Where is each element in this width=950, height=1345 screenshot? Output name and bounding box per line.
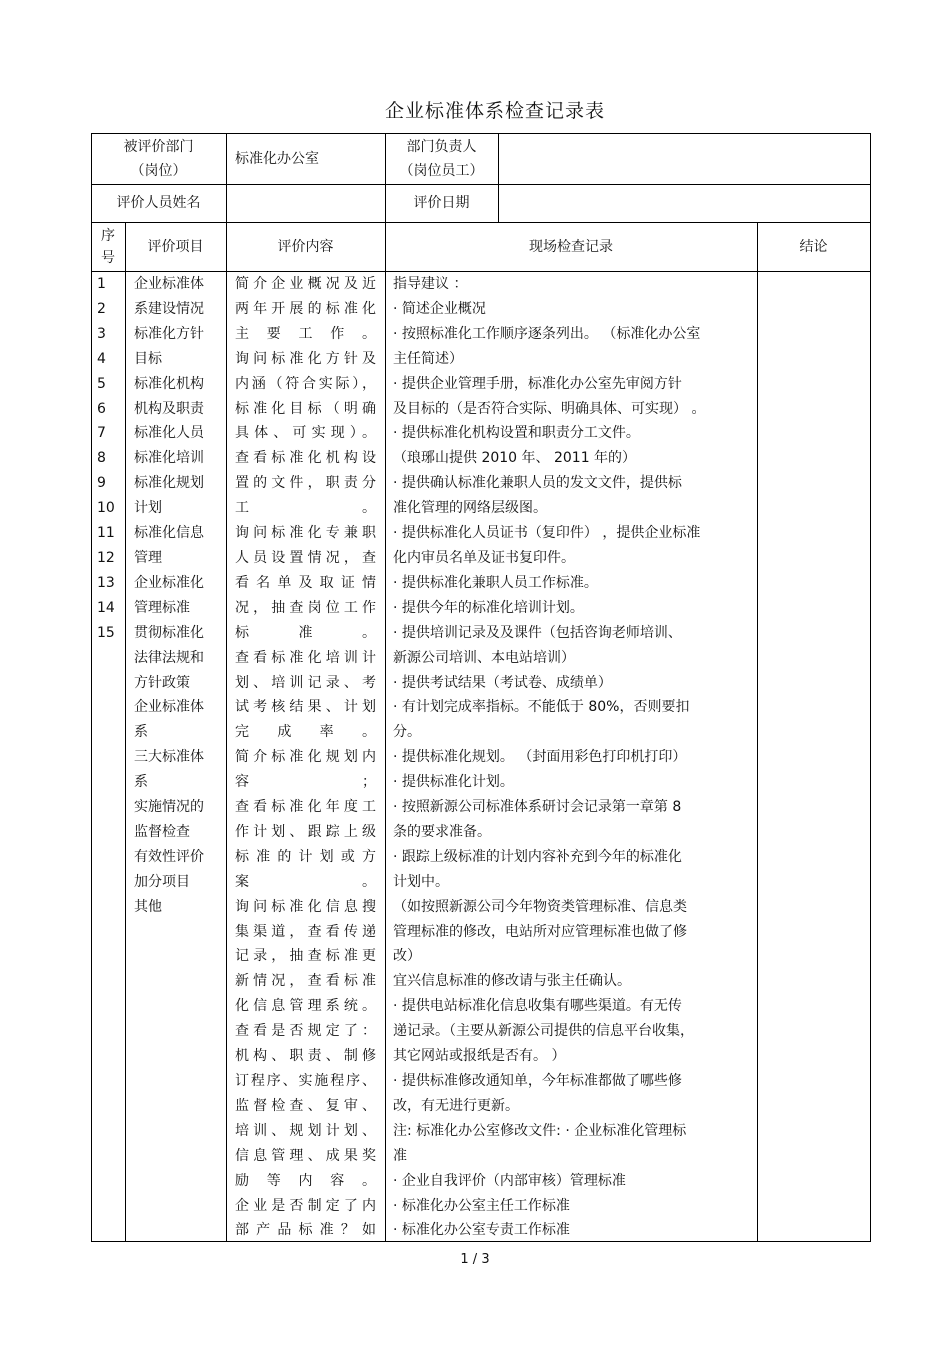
- content-line: 询问标准化方针及: [235, 350, 376, 367]
- row-number: 13: [97, 574, 115, 591]
- item-line: 加分项目: [134, 873, 190, 890]
- divider: [757, 222, 758, 1242]
- row-number: 15: [97, 624, 115, 641]
- content-line: 查看是否规定了：: [235, 1023, 376, 1040]
- record-line: 计划中。: [393, 873, 449, 890]
- content-line: 看名单及取证情: [235, 574, 376, 591]
- record-line: · 标准化办公室专责工作标准: [393, 1222, 570, 1239]
- item-line: 目标: [134, 350, 162, 367]
- content-line: 培训、规划计划、: [235, 1122, 376, 1139]
- record-line: 准化管理的网络层级图。: [393, 500, 547, 517]
- content-line: 查看标准化机构设: [235, 450, 376, 467]
- record-line: 准: [393, 1147, 407, 1164]
- record-line: · 提供标准化机构设置和职责分工文件。: [393, 425, 640, 442]
- record-line: 指导建议 ：: [393, 276, 468, 292]
- content-line: 化信息管理系统。: [235, 998, 376, 1015]
- record-line: 宜兴信息标准的修改请与张主任确认。: [393, 973, 631, 990]
- content-line: 集渠道，查看传递: [235, 923, 376, 940]
- date-label: 评价日期: [413, 195, 470, 211]
- row-number: 2: [97, 300, 106, 317]
- content-line: 两年开展的标准化: [235, 300, 376, 317]
- content-line: 简介企业概况及近: [235, 276, 376, 292]
- row-number: 11: [97, 525, 115, 542]
- content-line: 人员设置情况，查: [235, 549, 376, 566]
- page-number: 1 / 3: [460, 1252, 490, 1267]
- head-label: 部门负责人 （岗位员工）: [399, 138, 484, 179]
- record-line: （琅琊山提供 2010 年、 2011 年的）: [393, 450, 637, 467]
- item-line: 企业标准体: [134, 276, 204, 292]
- content-line: 标准。: [235, 624, 376, 641]
- row-number: 10: [97, 500, 115, 517]
- record-line: · 提供培训记录及及课件（包括咨询老师培训、: [393, 624, 682, 641]
- content-line: 查看标准化年度工: [235, 799, 376, 816]
- record-line: （如按照新源公司今年物资类管理标准、信息类: [393, 898, 687, 915]
- content-line: 试考核结果、计划: [235, 699, 376, 716]
- content-line: 企业是否制定了内: [235, 1197, 376, 1214]
- col-header-item: 评价项目: [147, 238, 204, 255]
- item-line: 标准化信息: [134, 525, 204, 542]
- content-line: 容；: [235, 774, 376, 791]
- record-line: 改，有无进行更新。: [393, 1097, 519, 1114]
- col-header-conclusion: 结论: [799, 238, 828, 255]
- record-line: 新源公司培训、本电站培训）: [393, 649, 575, 666]
- content-line: 部产品标准？如: [235, 1222, 376, 1239]
- col-header-no: 序 号: [101, 227, 115, 266]
- record-line: · 按照新源公司标准体系研讨会记录第一章第 8: [393, 799, 682, 816]
- content-line: 主要工作。: [235, 325, 376, 342]
- content-line: 作计划、跟踪上级: [235, 823, 376, 840]
- item-line: 三大标准体: [134, 749, 204, 766]
- row-numbers: [97, 272, 123, 646]
- content-line: 具体、可实现）。: [235, 425, 376, 442]
- item-line: 法律法规和: [134, 649, 204, 666]
- item-line: 其他: [134, 898, 162, 915]
- record-line: 递记录。（主要从新源公司提供的信息平台收集，: [393, 1023, 694, 1040]
- content-line: 订程序、实施程序、: [235, 1073, 376, 1089]
- content-line: 况，抽查岗位工作: [235, 599, 376, 616]
- item-line: 系: [134, 774, 148, 791]
- item-line: 标准化人员: [134, 425, 204, 442]
- dept-label: 被评价部门 （岗位）: [123, 138, 194, 179]
- record-line: · 跟踪上级标准的计划内容补充到今年的标准化: [393, 848, 682, 865]
- row-number: 8: [97, 450, 106, 467]
- evaluation-items: [134, 272, 224, 920]
- record-line: · 简述企业概况: [393, 300, 486, 317]
- record-line: · 提供考试结果（考试卷、成绩单）: [393, 674, 612, 691]
- item-line: 计划: [134, 500, 162, 517]
- record-line: 主任简述）: [393, 350, 463, 367]
- evaluation-content: [235, 272, 376, 1243]
- record-line: · 有计划完成率指标。不能低于 80%，否则要扣: [393, 699, 690, 716]
- item-line: 系: [134, 724, 148, 741]
- record-line: · 提供标准化兼职人员工作标准。: [393, 574, 598, 591]
- record-line: · 提供标准修改通知单，今年标准都做了哪些修: [393, 1073, 682, 1089]
- item-line: 贯彻标准化: [134, 624, 204, 641]
- record-line: 注: 标准化办公室修改文件: · 企业标准化管理标: [393, 1122, 687, 1139]
- evaluator-value: [226, 184, 385, 222]
- row-number: 1: [97, 276, 106, 292]
- record-line: · 提供确认标准化兼职人员的发文文件，提供标: [393, 475, 682, 492]
- item-line: 监督检查: [134, 823, 190, 840]
- head-value: [498, 133, 870, 184]
- row-number: 14: [97, 599, 115, 616]
- record-line: 分。: [393, 724, 421, 741]
- item-line: 标准化培训: [134, 450, 204, 467]
- dept-value: 标准化办公室: [235, 150, 319, 167]
- content-line: 划、培训记录、考: [235, 674, 376, 691]
- content-line: 询问标准化信息搜: [235, 898, 376, 915]
- item-line: 机构及职责: [134, 400, 204, 417]
- item-line: 管理标准: [134, 599, 190, 616]
- row-number: 9: [97, 475, 106, 492]
- row-number: 7: [97, 425, 106, 442]
- content-line: 置的文件，职责分: [235, 475, 376, 492]
- divider: [125, 222, 126, 1242]
- item-line: 标准化规划: [134, 475, 204, 492]
- row-number: 4: [97, 350, 106, 367]
- record-line: · 提供标准化规划。 （封面用彩色打印机打印）: [393, 749, 687, 766]
- record-line: 条的要求准备。: [393, 823, 491, 840]
- content-line: 询问标准化专兼职: [235, 525, 376, 542]
- evaluator-label: 评价人员姓名: [116, 195, 201, 211]
- content-line: 记录，抽查标准更: [235, 948, 376, 965]
- divider: [385, 133, 386, 1242]
- content-line: 机构、职责、制修: [235, 1048, 376, 1065]
- record-line: 改）: [393, 948, 421, 965]
- content-line: 案。: [235, 873, 376, 890]
- item-line: 标准化机构: [134, 375, 204, 392]
- item-line: 有效性评价: [134, 848, 204, 865]
- record-line: · 标准化办公室主任工作标准: [393, 1197, 570, 1214]
- inspection-table: [91, 133, 871, 1242]
- record-line: 管理标准的修改，电站所对应管理标准也做了修: [393, 923, 687, 940]
- record-line: · 提供标准化人员证书（复印件） ，提供企业标准: [393, 525, 701, 542]
- table-border-left: [91, 133, 92, 1242]
- content-line: 信息管理、成果奖: [235, 1147, 376, 1164]
- item-line: 企业标准化: [134, 574, 204, 591]
- content-line: 简介标准化规划内: [235, 749, 376, 766]
- record-line: 及目标的（是否符合实际、明确具体、可实现） 。: [393, 400, 706, 417]
- content-line: 工。: [235, 500, 376, 517]
- content-line: 励等内容。: [235, 1172, 376, 1189]
- item-line: 方针政策: [134, 674, 190, 691]
- content-line: 新情况，查看标准: [235, 973, 376, 990]
- col-header-record: 现场检查记录: [529, 238, 613, 255]
- record-line: · 提供今年的标准化培训计划。: [393, 599, 584, 616]
- item-line: 企业标准体: [134, 699, 204, 716]
- date-value: [498, 184, 870, 222]
- content-line: 内涵（符合实际），: [235, 375, 376, 392]
- row-number: 3: [97, 325, 106, 342]
- item-line: 系建设情况: [134, 300, 204, 317]
- inspection-records: [393, 272, 751, 1243]
- record-line: · 企业自我评价（内部审核）管理标准: [393, 1172, 626, 1189]
- record-line: · 提供企业管理手册，标准化办公室先审阅方针: [393, 375, 682, 392]
- item-line: 标准化方针: [134, 325, 204, 342]
- content-line: 标准的计划或方: [235, 848, 376, 865]
- page-title: 企业标准体系检查记录表: [384, 100, 605, 122]
- col-header-content: 评价内容: [277, 238, 334, 255]
- record-line: 其它网站或报纸是否有。 ）: [393, 1048, 566, 1065]
- row-number: 12: [97, 549, 115, 566]
- table-border-right: [870, 133, 871, 1242]
- record-line: · 按照标准化工作顺序逐条列出。 （标准化办公室: [393, 325, 701, 342]
- row-number: 6: [97, 400, 106, 417]
- content-line: 监督检查、复审、: [235, 1097, 376, 1114]
- record-line: · 提供标准化计划。: [393, 774, 514, 791]
- item-line: 实施情况的: [134, 799, 204, 816]
- row-number: 5: [97, 375, 106, 392]
- item-line: 管理: [134, 549, 162, 566]
- record-line: · 提供电站标准化信息收集有哪些渠道。有无传: [393, 998, 682, 1015]
- divider: [226, 271, 227, 1242]
- content-line: 完成率。: [235, 724, 376, 741]
- record-line: 化内审员名单及证书复印件。: [393, 549, 575, 566]
- content-line: 查看标准化培训计: [235, 649, 376, 666]
- content-line: 标准化目标（明确: [235, 400, 376, 417]
